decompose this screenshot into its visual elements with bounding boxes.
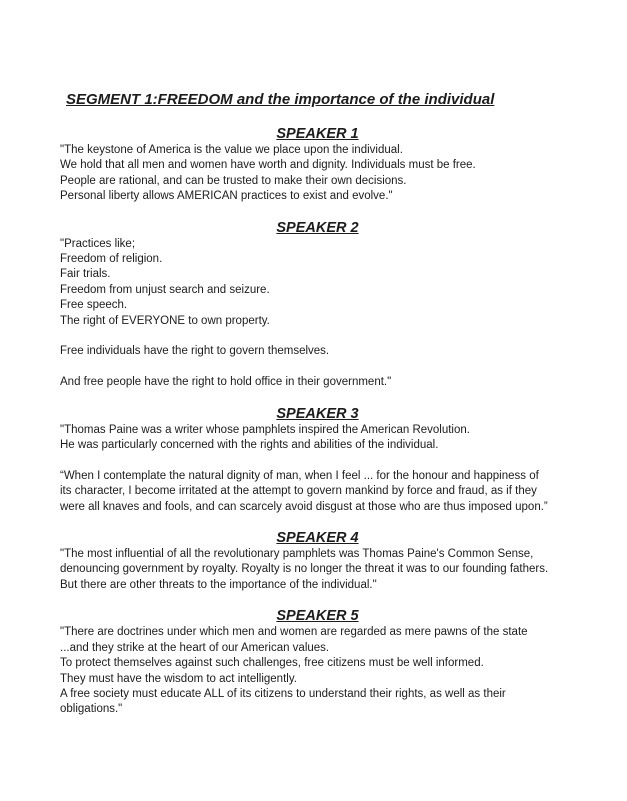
speaker-heading: SPEAKER 1: [276, 126, 359, 142]
text-line: We hold that all men and women have worth and dignity. Individuals must be free.: [60, 159, 476, 172]
speaker-heading: SPEAKER 2: [276, 219, 359, 236]
speaker-heading: SPEAKER 5: [276, 608, 359, 625]
text-line: The right of EVERYONE to own property.: [60, 314, 270, 327]
text-line: Freedom of religion.: [60, 253, 163, 266]
speaker-section: [60, 125, 575, 205]
text-line: And free people have the right to hold office in their government.": [60, 376, 392, 389]
text-line: Fair trials.: [60, 268, 111, 281]
section-lines: [60, 237, 575, 391]
text-line: "The most influential of all the revolutionary pamphlets was Thomas Paine's Common Sense,: [60, 548, 534, 561]
text-line: They must have the wisdom to act intelligently.: [60, 672, 297, 685]
text-line: "There are doctrines under which men and women are regarded as mere pawns of the state: [60, 626, 528, 639]
text-line: [60, 453, 575, 468]
text-line: “When I contemplate the natural dignity of man, when I feel ... for the honour and happiness of: [60, 469, 539, 482]
text-line: To protect themselves against such challenges, free citizens must be well informed.: [60, 657, 484, 670]
text-line: were all knaves and fools, and can scarcely avoid disgust at those who are thus imposed upon.”: [60, 500, 548, 513]
text-line: "Thomas Paine was a writer whose pamphlets inspired the American Revolution.: [60, 423, 470, 436]
text-line: "Practices like;: [60, 237, 136, 250]
speaker-heading: SPEAKER 3: [276, 405, 359, 422]
text-line: Freedom from unjust search and seizure.: [60, 283, 270, 296]
text-line: Personal liberty allows AMERICAN practices to exist and evolve.": [60, 190, 393, 203]
section-lines: [60, 143, 575, 205]
text-line: [60, 329, 575, 344]
text-line: Free individuals have the right to govern themselves.: [60, 345, 330, 358]
text-line: But there are other threats to the importance of the individual.": [60, 578, 377, 591]
text-line: A free society must educate ALL of its citizens to understand their rights, as well as their: [60, 687, 506, 700]
text-line: its character, I become irritated at the attempt to govern mankind by force and fraud, as if they: [60, 485, 537, 498]
speaker-section: [60, 219, 575, 391]
text-line: Free speech.: [60, 299, 128, 312]
section-lines: [60, 423, 575, 515]
document-title: SEGMENT 1:FREEDOM and the importance of the individual: [66, 91, 495, 108]
document-body: [60, 125, 575, 718]
text-line: People are rational, and can be trusted to make their own decisions.: [60, 174, 407, 187]
text-line: ...and they strike at the heart of our American values.: [60, 641, 330, 654]
speaker-section: [60, 607, 575, 717]
text-line: "The keystone of America is the value we place upon the individual.: [60, 144, 403, 156]
text-line: denouncing government by royalty. Royalty is no longer the threat it was to our founding fathers.: [60, 563, 549, 576]
speaker-heading: SPEAKER 4: [276, 530, 359, 547]
section-lines: [60, 625, 575, 717]
speaker-section: [60, 529, 575, 593]
speaker-section: [60, 405, 575, 515]
text-line: He was particularly concerned with the rights and abilities of the individual.: [60, 439, 439, 452]
section-lines: [60, 547, 575, 593]
text-line: [60, 360, 575, 375]
text-line: obligations.": [60, 703, 123, 716]
